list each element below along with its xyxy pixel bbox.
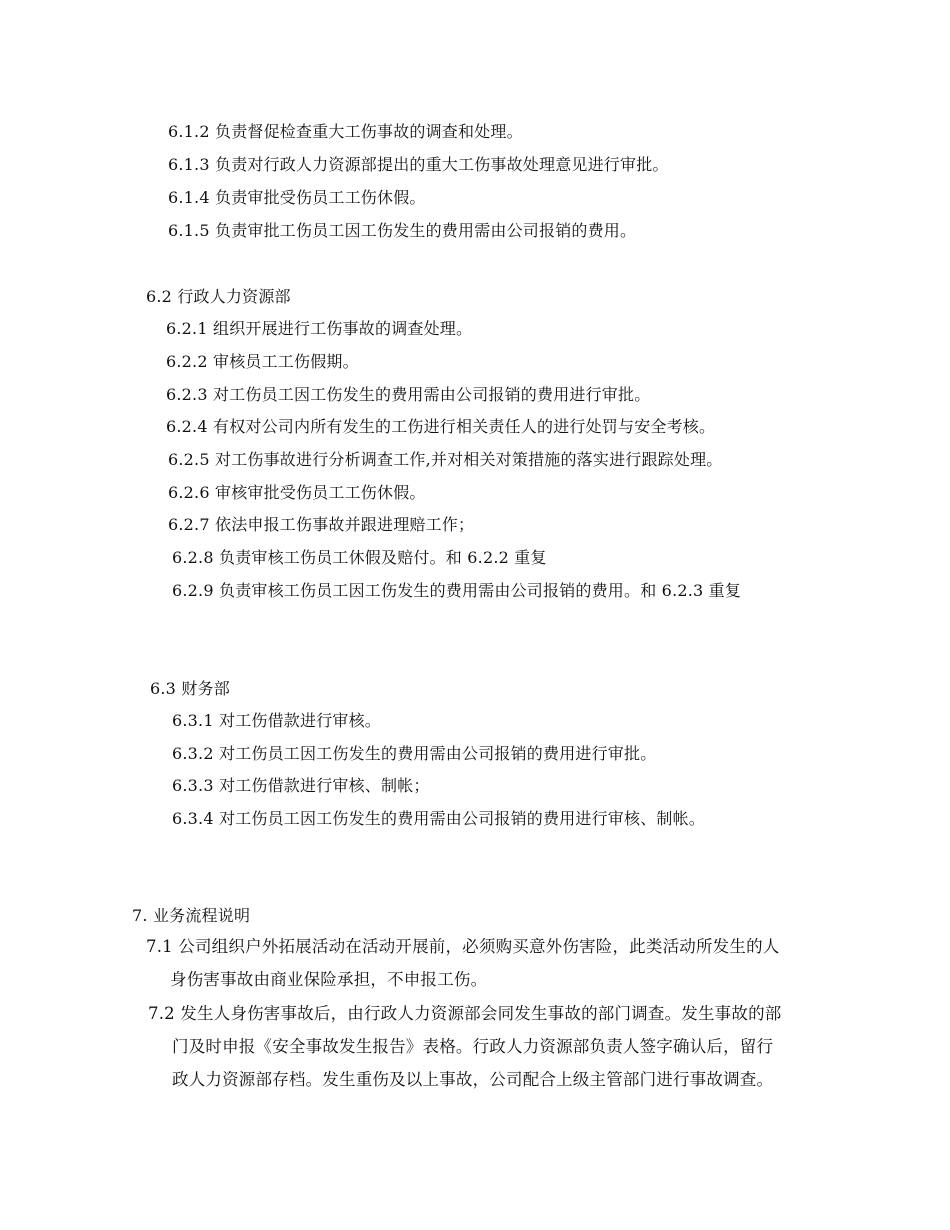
paragraph-7-2-line-2: 门及时申报《安全事故发生报告》表格。行政人力资源部负责人签字确认后，留行 (172, 1037, 774, 1056)
paragraph-7-1 (146, 930, 780, 996)
item-6-3-2: 6.3.2 对工伤员工因工伤发生的费用需由公司报销的费用进行审批。 (172, 744, 657, 763)
paragraph-7-1-line-2: 身伤害事故由商业保险承担，不申报工伤。 (170, 970, 488, 989)
item-6-2-3: 6.2.3 对工伤员工因工伤发生的费用需由公司报销的费用进行审批。 (166, 385, 651, 404)
item-6-2-6: 6.2.6 审核审批受伤员工工伤休假。 (168, 483, 426, 502)
section-heading-6-3: 6.3 财务部 (150, 679, 230, 698)
paragraph-7-2-line-3: 政人力资源部存档。发生重伤及以上事故，公司配合上级主管部门进行事故调查。 (172, 1070, 774, 1089)
item-6-2-9: 6.2.9 负责审核工伤员工因工伤发生的费用需由公司报销的费用。和 6.2.3 重复 (172, 581, 742, 600)
paragraph-7-2-line-1: 7.2 发生人身伤害事故后，由行政人力资源部会同发生事故的部门调查。发生事故的部 (148, 1004, 782, 1023)
item-6-2-7: 6.2.7 依法申报工伤事故并跟进理赔工作； (168, 515, 475, 534)
item-6-1-4: 6.1.4 负责审批受伤员工工伤休假。 (168, 188, 426, 207)
item-6-2-8: 6.2.8 负责审核工伤员工休假及赔付。和 6.2.2 重复 (172, 548, 547, 567)
item-6-2-4: 6.2.4 有权对公司内所有发生的工伤进行相关责任人的进行处罚与安全考核。 (166, 417, 716, 436)
item-6-3-4: 6.3.4 对工伤员工因工伤发生的费用需由公司报销的费用进行审核、制帐。 (172, 809, 705, 828)
paragraph-7-1-line-1: 7.1 公司组织户外拓展活动在活动开展前，必须购买意外伤害险，此类活动所发生的人 (146, 937, 780, 956)
item-6-2-2: 6.2.2 审核员工工伤假期。 (166, 352, 359, 371)
item-6-3-3: 6.3.3 对工伤借款进行审核、制帐； (172, 776, 430, 795)
section-heading-7: 7. 业务流程说明 (132, 906, 251, 925)
item-6-1-2: 6.1.2 负责督促检查重大工伤事故的调查和处理。 (168, 122, 523, 141)
item-6-2-1: 6.2.1 组织开展进行工伤事故的调查处理。 (166, 319, 473, 338)
item-6-1-3: 6.1.3 负责对行政人力资源部提出的重大工伤事故处理意见进行审批。 (168, 155, 669, 174)
item-6-1-5: 6.1.5 负责审批工伤员工因工伤发生的费用需由公司报销的费用。 (168, 221, 637, 240)
paragraph-7-2 (148, 997, 782, 1096)
section-heading-6-2: 6.2 行政人力资源部 (146, 287, 291, 306)
item-6-3-1: 6.3.1 对工伤借款进行审核。 (172, 711, 381, 730)
item-6-2-5: 6.2.5 对工伤事故进行分析调查工作,并对相关对策措施的落实进行跟踪处理。 (168, 450, 723, 469)
